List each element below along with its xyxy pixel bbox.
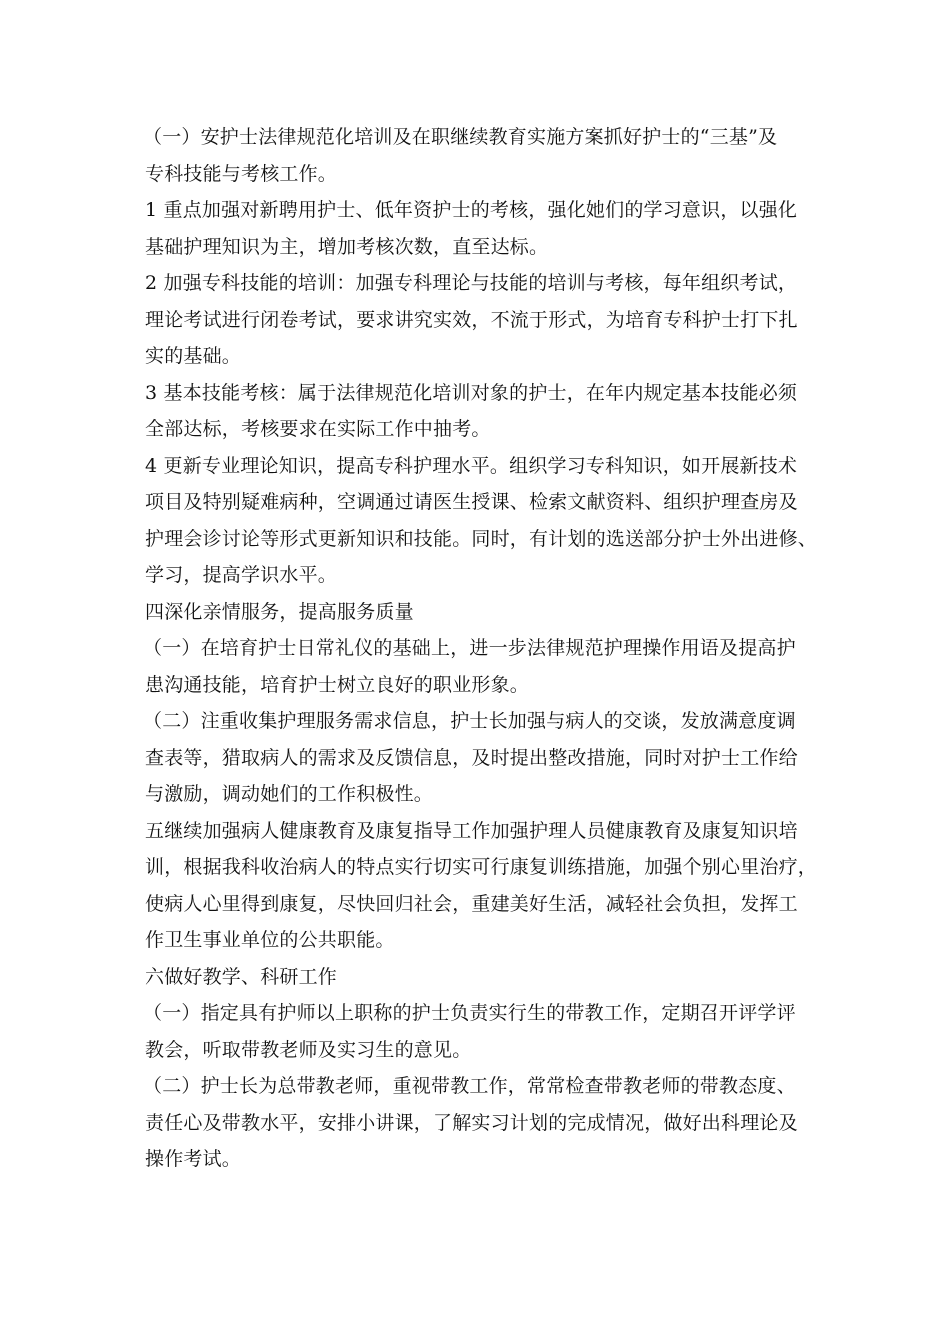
section-heading: 六做好教学、科研工作 — [145, 965, 338, 988]
text-line: 作卫生事业单位的公共职能。 — [145, 929, 395, 951]
text-line: 学习，提高学识水平。 — [145, 564, 338, 586]
text-line: （一）在培育护士日常礼仪的基础上，进一步法律规范护理操作用语及提高护 — [143, 637, 796, 659]
text-line: （一）指定具有护师以上职称的护士负责实行生的带教工作，定期召开评学评 — [143, 1002, 796, 1024]
text-line: 专科技能与考核工作。 — [145, 162, 338, 185]
text-line: 3 基本技能考核：属于法律规范化培训对象的护士，在年内规定基本技能必须 — [145, 381, 798, 404]
text-line: 患沟通技能，培育护士树立良好的职业形象。 — [145, 673, 530, 696]
text-line: 全部达标，考核要求在实际工作中抽考。 — [145, 418, 491, 440]
text-line: （一）安护士法律规范化培训及在职继续教育实施方案抓好护士的“三基”及 — [143, 126, 778, 148]
text-line: 2 加强专科技能的培训：加强专科理论与技能的培训与考核，每年组织考试， — [145, 272, 798, 294]
text-line: 项目及特别疑难病种，空调通过请医生授课、检索文献资料、组织护理查房及 — [145, 491, 798, 513]
document-body — [143, 119, 818, 1178]
text-line: 训，根据我科收治病人的特点实行切实可行康复训练措施，加强个别心里治疗， — [145, 856, 818, 878]
text-line: 基础护理知识为主，增加考核次数，直至达标。 — [145, 235, 549, 258]
text-line: 4 更新专业理论知识，提高专科护理水平。组织学习专科知识，如开展新技术 — [145, 454, 798, 477]
text-line: 1 重点加强对新聘用护士、低年资护士的考核，强化她们的学习意识，以强化 — [145, 199, 798, 221]
text-line: （二）护士长为总带教老师，重视带教工作，常常检查带教老师的带教态度、 — [143, 1075, 796, 1097]
text-line: 与激励，调动她们的工作积极性。 — [145, 783, 434, 805]
text-line: 教会，听取带教老师及实习生的意见。 — [145, 1038, 472, 1061]
text-line: 护理会诊讨论等形式更新知识和技能。同时，有计划的选送部分护士外出进修、 — [145, 527, 818, 550]
text-line: 责任心及带教水平，安排小讲课，了解实习计划的完成情况，做好出科理论及 — [145, 1111, 798, 1134]
text-line: 实的基础。 — [145, 345, 242, 367]
text-line: 使病人心里得到康复，尽快回归社会，重建美好生活，减轻社会负担，发挥工 — [145, 892, 798, 915]
text-line: 理论考试进行闭卷考试，要求讲究实效，不流于形式，为培育专科护士打下扎 — [145, 308, 798, 331]
text-line: 查表等，猎取病人的需求及反馈信息，及时提出整改措施，同时对护士工作给 — [145, 746, 798, 769]
text-line: （二）注重收集护理服务需求信息，护士长加强与病人的交谈，发放满意度调 — [143, 710, 796, 732]
section-heading: 五继续加强病人健康教育及康复指导工作加强护理人员健康教育及康复知识培 — [145, 819, 798, 842]
text-line: 操作考试。 — [145, 1148, 242, 1170]
section-heading: 四深化亲情服务，提高服务质量 — [145, 600, 414, 623]
